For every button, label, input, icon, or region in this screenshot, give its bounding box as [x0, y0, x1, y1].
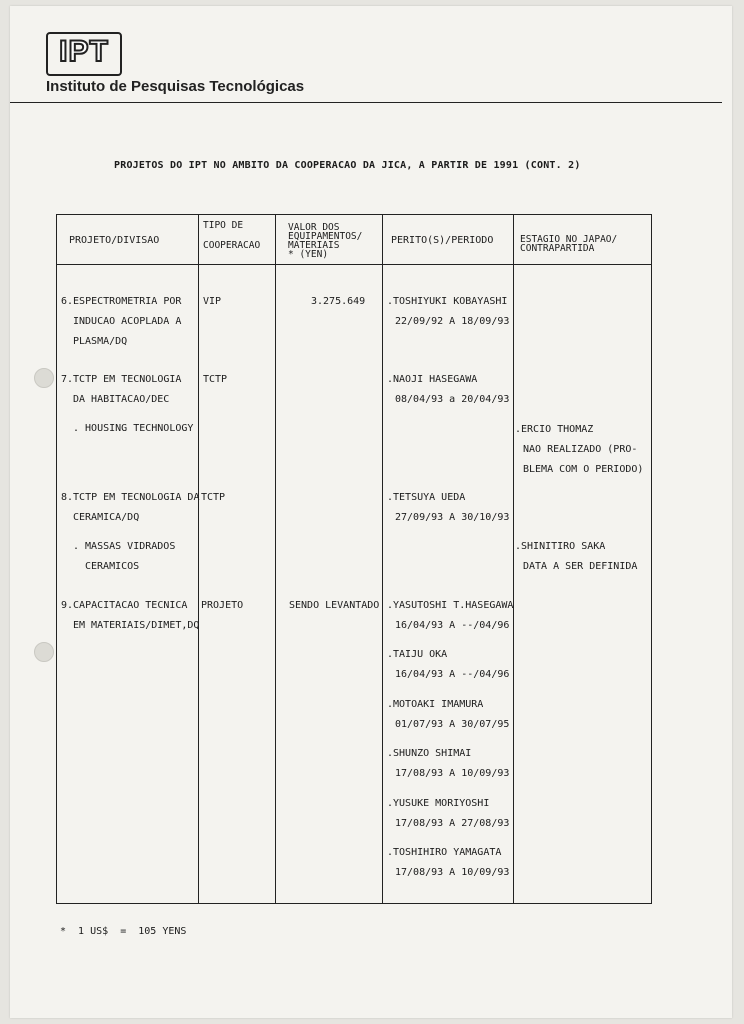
header-estagio-line1: ESTAGIO NO JAPAO/	[520, 234, 618, 245]
row7-projeto-line1: 7.TCTP EM TECNOLOGIA	[61, 374, 182, 385]
row7-perito-name: .NAOJI HASEGAWA	[387, 374, 478, 385]
row6-valor: 3.275.649	[311, 296, 366, 307]
row6-perito-period: 22/09/92 A 18/09/93	[395, 316, 510, 327]
column-divider	[382, 215, 383, 903]
row8-perito-period: 27/09/93 A 30/10/93	[395, 512, 510, 523]
row6-projeto-line2: INDUCAO ACOPLADA A	[73, 316, 182, 327]
row8-estagio-line1: .SHINITIRO SAKA	[515, 541, 606, 552]
header-perito: PERITO(S)/PERIODO	[391, 235, 494, 246]
header-valor-line1: VALOR DOS	[288, 222, 340, 233]
row8-sub-projeto-line1: . MASSAS VIDRADOS	[73, 541, 176, 552]
row8-sub-projeto-line2: CERAMICOS	[85, 561, 140, 572]
column-divider	[198, 215, 199, 903]
row7-projeto-line2: DA HABITACAO/DEC	[73, 394, 170, 405]
header-tipo-line2: COOPERACAO	[203, 240, 261, 251]
row9-perito-name: .YUSUKE MORIYOSHI	[387, 798, 490, 809]
row6-perito-name: .TOSHIYUKI KOBAYASHI	[387, 296, 508, 307]
row9-perito-name: .TOSHIHIRO YAMAGATA	[387, 847, 502, 858]
row9-perito-period: 16/04/93 A --/04/96	[395, 620, 510, 631]
header-projeto: PROJETO/DIVISAO	[69, 235, 160, 246]
row9-perito-period: 16/04/93 A --/04/96	[395, 669, 510, 680]
row9-perito-name: .YASUTOSHI T.HASEGAWA	[387, 600, 514, 611]
header-valor-line3: MATERIAIS	[288, 240, 340, 251]
row6-projeto-line1: 6.ESPECTROMETRIA POR	[61, 296, 182, 307]
row9-perito-period: 01/07/93 A 30/07/95	[395, 719, 510, 730]
row6-tipo: VIP	[203, 296, 222, 307]
header-tipo-line1: TIPO DE	[203, 220, 244, 231]
row8-estagio-line2: DATA A SER DEFINIDA	[523, 561, 638, 572]
row7-sub-projeto: . HOUSING TECHNOLOGY	[73, 423, 194, 434]
row9-valor: SENDO LEVANTADO	[289, 600, 380, 611]
header-valor-line2: EQUIPAMENTOS/	[288, 231, 363, 242]
header-row-divider	[57, 264, 651, 265]
row9-projeto-line2: EM MATERIAIS/DIMET,DQ	[73, 620, 200, 631]
row7-estagio-line3: BLEMA COM O PERIODO)	[523, 464, 644, 475]
row8-projeto-line1: 8.TCTP EM TECNOLOGIA DA	[61, 492, 200, 503]
row8-projeto-line2: CERAMICA/DQ	[73, 512, 140, 523]
row9-perito-period: 17/08/93 A 10/09/93	[395, 768, 510, 779]
header-estagio-line2: CONTRAPARTIDA	[520, 243, 595, 254]
row7-tipo: TCTP	[203, 374, 228, 385]
row9-perito-period: 17/08/93 A 10/09/93	[395, 867, 510, 878]
row7-estagio-line2: NAO REALIZADO (PRO-	[523, 444, 638, 455]
row9-tipo: PROJETO	[201, 600, 244, 611]
exchange-rate-footnote: * 1 US$ = 105 YENS	[60, 926, 187, 937]
row9-perito-period: 17/08/93 A 27/08/93	[395, 818, 510, 829]
row6-projeto-line3: PLASMA/DQ	[73, 336, 128, 347]
column-divider	[275, 215, 276, 903]
document-title: PROJETOS DO IPT NO AMBITO DA COOPERACAO DA JICA, A PARTIR DE 1991 (CONT. 2)	[114, 160, 581, 171]
row7-estagio-line1: .ERCIO THOMAZ	[515, 424, 594, 435]
row8-perito-name: .TETSUYA UEDA	[387, 492, 466, 503]
row8-tipo: TCTP	[201, 492, 226, 503]
document-page	[10, 6, 732, 1018]
ipt-logo: IPT	[46, 32, 122, 76]
row9-perito-name: .MOTOAKI IMAMURA	[387, 699, 484, 710]
header-divider	[10, 102, 722, 103]
punch-hole-top	[34, 368, 54, 388]
column-divider	[513, 215, 514, 903]
row9-projeto-line1: 9.CAPACITACAO TECNICA	[61, 600, 188, 611]
projects-table	[56, 214, 652, 904]
punch-hole-bottom	[34, 642, 54, 662]
row9-perito-name: .SHUNZO SHIMAI	[387, 748, 472, 759]
row7-perito-period: 08/04/93 a 20/04/93	[395, 394, 510, 405]
header-valor-line4: * (YEN)	[288, 249, 329, 260]
institution-name: Instituto de Pesquisas Tecnológicas	[46, 78, 305, 95]
row9-perito-name: .TAIJU OKA	[387, 649, 448, 660]
